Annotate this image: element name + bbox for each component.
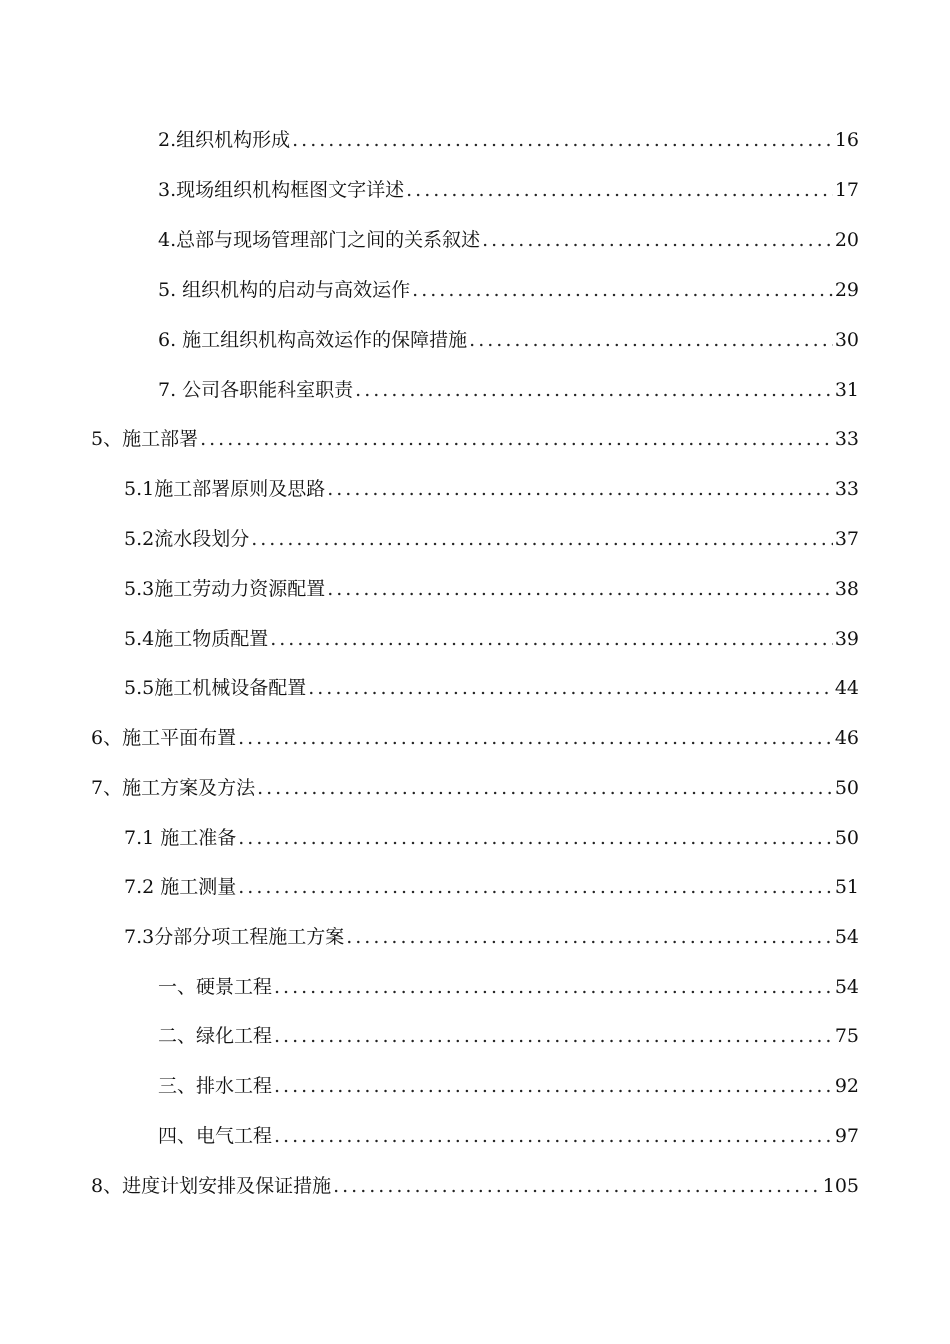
toc-entry[interactable] [158, 125, 859, 155]
toc-entry-title: 三、排水工程 [158, 1075, 273, 1097]
toc-entry-page: 97 [834, 1125, 859, 1147]
toc-entry[interactable] [124, 872, 859, 902]
toc-entry-title: 6、施工平面布置 [91, 727, 237, 749]
toc-dot-leader [355, 375, 833, 405]
toc-entry-title: 5、施工部署 [91, 428, 199, 450]
toc-entry[interactable] [158, 1021, 859, 1051]
toc-entry-page: 50 [834, 777, 859, 799]
toc-entry-page: 30 [834, 329, 859, 351]
toc-dot-leader [274, 972, 833, 1002]
toc-dot-leader [270, 624, 833, 654]
toc-entry[interactable] [124, 673, 859, 703]
toc-dot-leader [238, 872, 833, 902]
toc-entry-title: 2.组织机构形成 [158, 129, 291, 151]
toc-dot-leader [274, 1021, 833, 1051]
toc-entry-page: 31 [834, 379, 859, 401]
toc-dot-leader [482, 225, 833, 255]
toc-entry-title: 一、硬景工程 [158, 976, 273, 998]
toc-dot-leader [238, 723, 833, 753]
toc-entry-page: 92 [834, 1075, 859, 1097]
toc-entry-title: 7.3分部分项工程施工方案 [124, 926, 345, 948]
toc-entry[interactable] [158, 325, 859, 355]
toc-dot-leader [327, 574, 833, 604]
toc-dot-leader [251, 524, 833, 554]
toc-entry-page: 20 [834, 229, 859, 251]
toc-entry-title: 5.5施工机械设备配置 [124, 677, 307, 699]
toc-entry[interactable] [124, 574, 859, 604]
toc-dot-leader [274, 1071, 833, 1101]
toc-entry-title: 5.3施工劳动力资源配置 [124, 578, 326, 600]
toc-dot-leader [412, 275, 833, 305]
toc-entry[interactable] [158, 175, 859, 205]
toc-entry[interactable] [124, 823, 859, 853]
toc-entry-page: 54 [834, 976, 859, 998]
toc-entry-page: 38 [834, 578, 859, 600]
toc-dot-leader [238, 823, 833, 853]
toc-entry-page: 54 [834, 926, 859, 948]
toc-entry-title: 8、进度计划安排及保证措施 [91, 1175, 332, 1197]
toc-entry[interactable] [124, 474, 859, 504]
toc-entry[interactable] [91, 723, 859, 753]
toc-dot-leader [257, 773, 833, 803]
toc-entry-title: 7.1 施工准备 [124, 827, 237, 849]
toc-entry-title: 5. 组织机构的启动与高效运作 [158, 279, 411, 301]
toc-dot-leader [406, 175, 833, 205]
toc-entry-title: 4.总部与现场管理部门之间的关系叙述 [158, 229, 481, 251]
toc-entry-page: 37 [834, 528, 859, 550]
toc-entry-page: 29 [834, 279, 859, 301]
toc-entry-title: 5.4施工物质配置 [124, 628, 269, 650]
toc-entry[interactable] [91, 773, 859, 803]
toc-dot-leader [200, 424, 833, 454]
toc-entry-page: 50 [834, 827, 859, 849]
toc-entry[interactable] [158, 972, 859, 1002]
toc-entry[interactable] [124, 524, 859, 554]
toc-entry-title: 二、绿化工程 [158, 1025, 273, 1047]
toc-entry-title: 7. 公司各职能科室职责 [158, 379, 354, 401]
toc-entry-page: 75 [834, 1025, 859, 1047]
toc-entry-title: 7.2 施工测量 [124, 876, 237, 898]
toc-entry[interactable] [158, 375, 859, 405]
toc-entry[interactable] [158, 225, 859, 255]
toc-entry[interactable] [91, 1171, 859, 1201]
toc-entry[interactable] [158, 275, 859, 305]
toc-entry[interactable] [158, 1071, 859, 1101]
toc-dot-leader [469, 325, 833, 355]
toc-entry[interactable] [124, 922, 859, 952]
toc-dot-leader [346, 922, 833, 952]
toc-dot-leader [327, 474, 833, 504]
toc-dot-leader [274, 1121, 833, 1151]
toc-entry-title: 6. 施工组织机构高效运作的保障措施 [158, 329, 468, 351]
toc-entry-title: 四、电气工程 [158, 1125, 273, 1147]
toc-dot-leader [292, 125, 833, 155]
toc-entry-page: 44 [834, 677, 859, 699]
toc-entry-title: 7、施工方案及方法 [91, 777, 256, 799]
toc-entry-page: 51 [834, 876, 859, 898]
toc-entry-page: 33 [834, 478, 859, 500]
toc-entry[interactable] [91, 424, 859, 454]
toc-entry[interactable] [158, 1121, 859, 1151]
toc-entry-page: 33 [834, 428, 859, 450]
toc-entry-page: 16 [834, 129, 859, 151]
toc-entry-title: 5.2流水段划分 [124, 528, 250, 550]
toc-dot-leader [308, 673, 833, 703]
toc-dot-leader [333, 1171, 821, 1201]
toc-entry-page: 105 [822, 1175, 859, 1197]
toc-entry[interactable] [124, 624, 859, 654]
toc-entry-page: 46 [834, 727, 859, 749]
toc-entry-page: 39 [834, 628, 859, 650]
toc-entry-title: 5.1施工部署原则及思路 [124, 478, 326, 500]
toc-entry-title: 3.现场组织机构框图文字详述 [158, 179, 405, 201]
toc-entry-page: 17 [834, 179, 859, 201]
